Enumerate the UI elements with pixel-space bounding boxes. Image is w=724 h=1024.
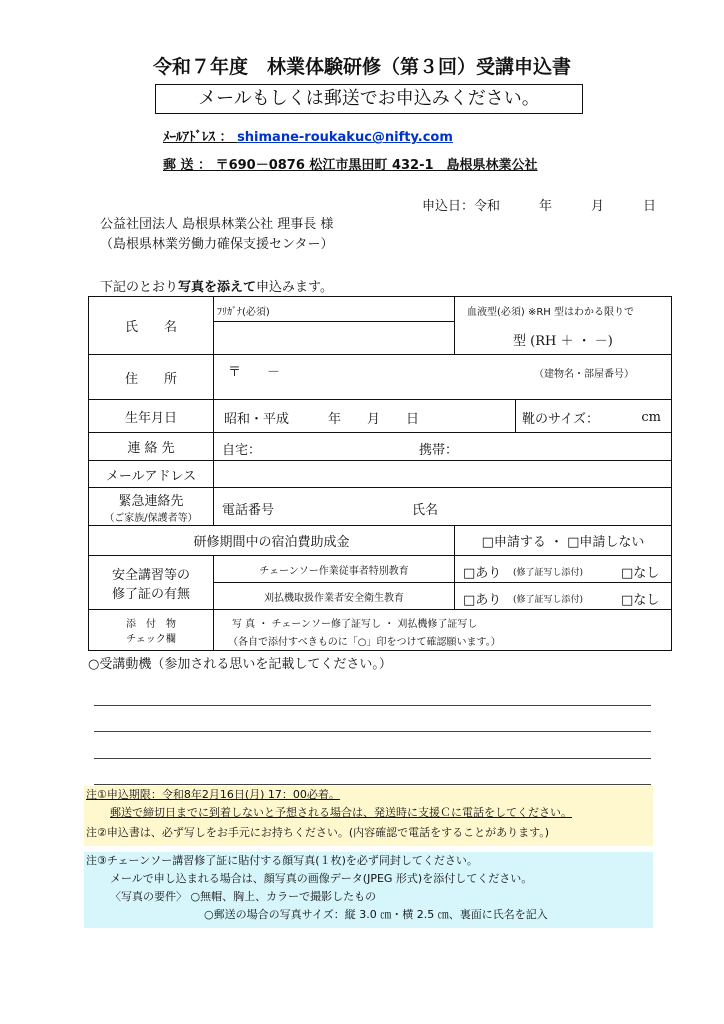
shoe-size-field[interactable]	[515, 399, 672, 433]
blood-type-field[interactable]	[454, 296, 672, 355]
motive-label: ○受講動機（参加される思いを記載してください。）	[88, 657, 392, 672]
birth-date-label: 生年月日	[124, 410, 177, 426]
note-photo-line-1: 注③チェーンソー講習修了証に貼付する顔写真(１枚)を必ず同封してください。	[86, 854, 478, 867]
note-copy-text: 注②申込書は、必ず写しをお手元にお持ちください。(内容確認で電話をすることがあります。)	[86, 826, 550, 839]
email-address-link[interactable]: shimane-roukakuc@nifty.com	[237, 130, 453, 145]
note-photo-line-4: ○郵送の場合の写真サイズ：縦 3.0 ㎝・横 2.5 ㎝、裏面に氏名を記入	[204, 908, 548, 921]
email-field[interactable]	[213, 460, 672, 488]
intro-suffix: 申込みます。	[256, 280, 333, 295]
application-date: 申込日：令和 年 月 日	[422, 199, 657, 214]
brush-yes-note: (修了証写し添付)	[513, 595, 584, 605]
safety-label-line-2: 修了証の有無	[111, 586, 190, 602]
safety-label-line-1: 安全講習等の	[111, 567, 190, 583]
attachment-label-cell	[88, 609, 214, 651]
emergency-contact-sublabel: （ご家族/保護者等）	[104, 512, 198, 524]
chainsaw-course-cell	[213, 555, 455, 583]
addressee-line-2: （島根県林業労働力確保支援センター）	[100, 237, 334, 252]
blood-type-value: 型 (RH ＋ ・ －)	[513, 334, 613, 349]
lodging-options-text: □申請する ・ □申請しない	[481, 535, 645, 550]
attachment-note: （各自で添付すべきものに「○」印をつけて確認願います。）	[228, 637, 501, 648]
shoe-size-unit: cm	[641, 410, 661, 425]
email-field-label: メールアドレス	[105, 468, 197, 484]
intro-text	[100, 276, 333, 295]
email-contact-line	[163, 126, 453, 145]
note-photo-line-3: 〈写真の要件〉 ○無帽、胸上、カラーで撮影したもの	[110, 890, 377, 903]
emergency-name-label: 氏名	[412, 503, 439, 518]
note-deadline	[84, 786, 653, 824]
postal-code-mark: 〒 －	[228, 365, 281, 380]
submission-instruction: メールもしくは郵送でお申込みください。	[155, 84, 583, 114]
address-label: 住 所	[124, 371, 177, 387]
note-photo	[84, 852, 653, 928]
note-copy	[84, 824, 653, 846]
contact-label-cell	[88, 432, 214, 461]
email-label-cell	[88, 460, 214, 488]
note-photo-line-2: メールで申し込まれる場合は、顔写真の画像データ(JPEG 形式)を添付してください。	[110, 872, 533, 885]
page-title: 令和７年度 林業体験研修（第３回）受講申込書	[152, 56, 571, 78]
furigana-label: ﾌﾘｶﾞﾅ(必須)	[217, 307, 270, 318]
attachment-label-1: 添 付 物	[126, 619, 176, 630]
chainsaw-course-label: チェーンソー作業従事者特別教育	[259, 565, 409, 577]
blood-type-label: 血液型(必須) ※RH 型はわかる限りで	[467, 307, 635, 318]
birth-date-field[interactable]	[213, 399, 516, 433]
emergency-phone-label: 電話番号	[222, 503, 275, 518]
safety-label-cell	[88, 555, 214, 610]
brush-course-cell	[213, 582, 455, 610]
emergency-label-cell	[88, 487, 214, 526]
lodging-label-cell	[88, 525, 455, 556]
emergency-contact-label: 緊急連絡先	[118, 493, 184, 509]
brush-yes-option[interactable]: □あり	[463, 593, 502, 608]
birth-label-cell	[88, 399, 214, 433]
furigana-field[interactable]	[213, 296, 455, 322]
chainsaw-no-option[interactable]: □なし	[621, 566, 660, 581]
shoe-size-label: 靴のサイズ：	[522, 412, 599, 427]
note-deadline-line-1: 注①申込期限：令和8年2月16日(月) 17：00必着。	[86, 788, 340, 801]
name-label-cell	[88, 296, 214, 355]
home-phone-label: 自宅：	[222, 443, 262, 458]
lodging-options[interactable]	[454, 525, 672, 556]
attachment-items: 写 真 ・ チェーンソー修了証写し ・ 刈払機修了証写し	[232, 619, 478, 630]
building-hint: （建物名・部屋番号）	[534, 369, 634, 380]
attachment-label-2: チェック欄	[126, 634, 176, 645]
motive-line-1[interactable]	[94, 705, 651, 706]
lodging-subsidy-label: 研修期間中の宿泊費助成金	[193, 535, 350, 550]
mobile-phone-label: 携帯：	[419, 443, 459, 458]
chainsaw-course-options[interactable]	[454, 555, 672, 583]
intro-emphasis: 写真を添えて	[178, 280, 257, 295]
name-label: 氏 名	[124, 320, 177, 335]
birth-date-value: 昭和・平成 年 月 日	[224, 412, 420, 427]
brush-no-option[interactable]: □なし	[621, 593, 660, 608]
brush-course-label: 刈払機取扱作業者安全衛生教育	[264, 592, 404, 604]
chainsaw-yes-note: (修了証写し添付)	[513, 568, 584, 578]
contact-label: 連 絡 先	[127, 441, 175, 456]
intro-prefix: 下記のとおり	[100, 280, 179, 295]
application-form	[88, 296, 672, 651]
brush-course-options[interactable]	[454, 582, 672, 610]
addressee-line-1: 公益社団法人 島根県林業公社 理事長 様	[100, 217, 334, 232]
chainsaw-yes-option[interactable]: □あり	[463, 566, 502, 581]
address-field[interactable]	[213, 354, 672, 400]
contact-field[interactable]	[213, 432, 672, 461]
motive-line-2[interactable]	[94, 731, 651, 732]
address-label-cell	[88, 354, 214, 400]
email-label: ﾒｰﾙｱﾄﾞﾚｽ ：	[163, 130, 238, 145]
postal-contact-line: 郵 送 ： 〒690－0876 松江市黒田町 432-1 島根県林業公社	[163, 158, 538, 173]
note-deadline-line-2: 郵送で締切日までに到着しないと予想される場合は、発送時に支援Ｃに電話をしてください。	[110, 806, 572, 819]
motive-line-3[interactable]	[94, 758, 651, 759]
attachment-check-field[interactable]	[213, 609, 672, 651]
name-field[interactable]	[213, 321, 455, 355]
emergency-contact-field[interactable]	[213, 487, 672, 526]
motive-line-4[interactable]	[94, 784, 651, 785]
